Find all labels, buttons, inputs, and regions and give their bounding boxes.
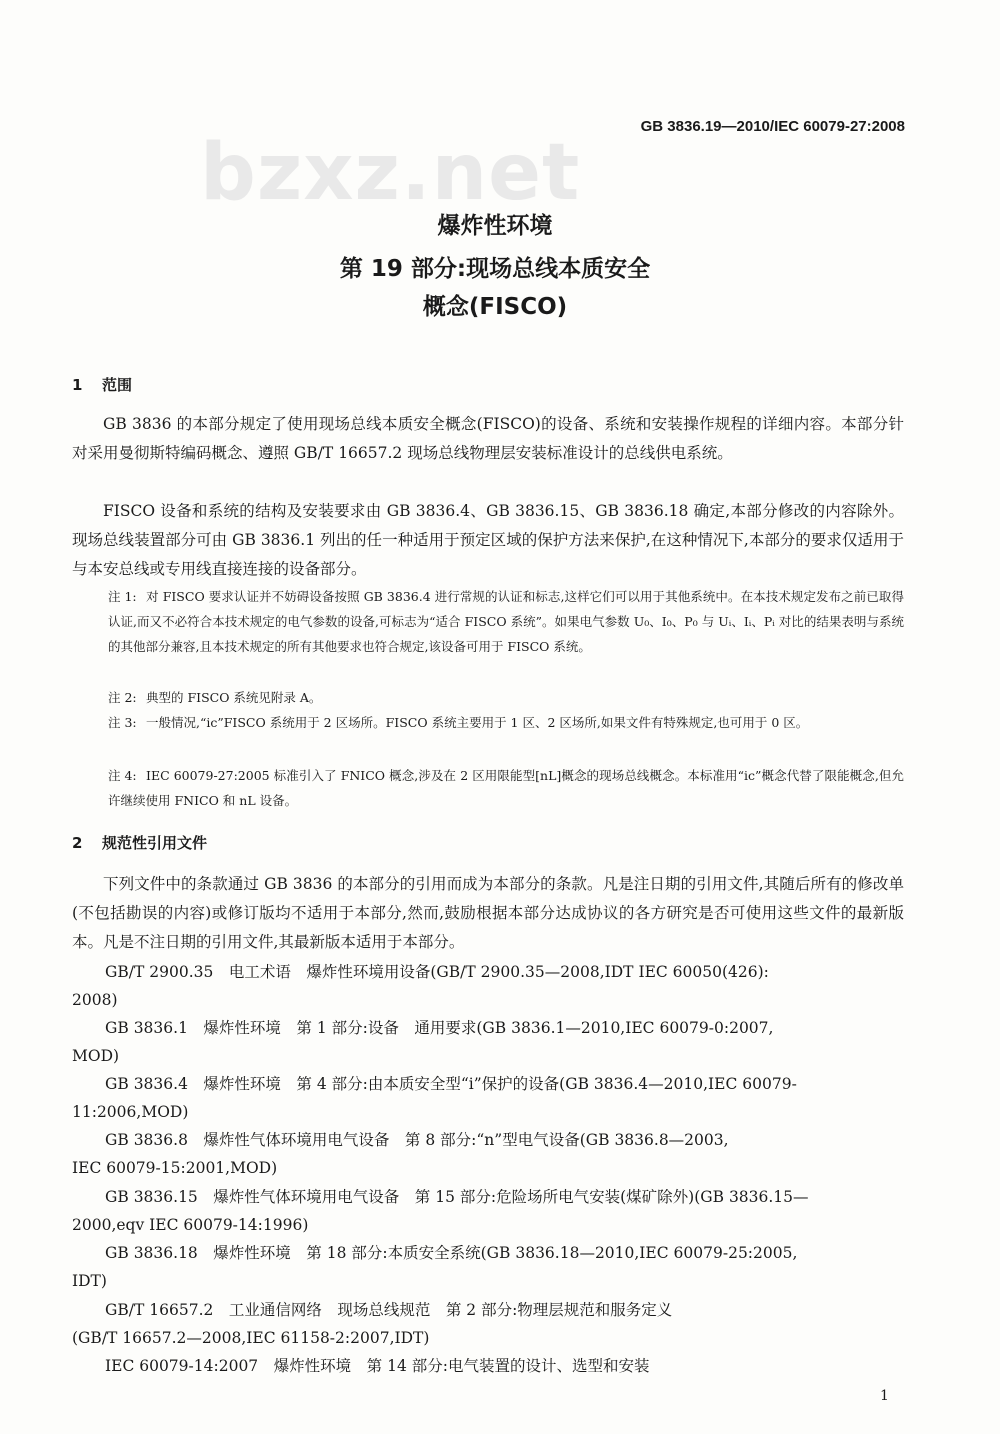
reference-line: GB/T 2900.35 电工术语 爆炸性环境用设备(GB/T 2900.35—2008,IDT IEC 60050(426): [105, 963, 769, 981]
section-title: 规范性引用文件 [102, 834, 208, 852]
document-title-line3: 概念(FISCO) [422, 294, 568, 320]
scope-paragraph-1: GB 3836 的本部分规定了使用现场总线本质安全概念(FISCO)的设备、系统和安装操作规程的详细内容。本部分针对采用曼彻斯特编码概念、遵照 GB/T 16657.2 现场总线物理层安装标准设计的总线供电系统。 [72, 415, 904, 462]
note-label: 注 3: [108, 715, 137, 730]
note-text: 一般情况,“ic”FISCO 系统用于 2 区场所。FISCO 系统主要用于 1 区、2 区场所,如果文件有特殊规定,也可用于 0 区。 [146, 715, 809, 730]
note-1 [108, 584, 904, 659]
reference-line: GB 3836.18 爆炸性环境 第 18 部分:本质安全系统(GB 3836.18—2010,IEC 60079-25:2005, [105, 1244, 798, 1262]
normative-intro: 下列文件中的条款通过 GB 3836 的本部分的引用而成为本部分的条款。凡是注日期的引用文件,其随后所有的修改单(不包括勘误的内容)或修订版均不适用于本部分,然而,鼓励根据本部分达成协议的各方研究是否可使用这些文件的最新版本。凡是不注日期的引用文件,其最新版本适用于本部分。 [72, 875, 904, 951]
note-text: 典型的 FISCO 系统见附录 A。 [146, 690, 322, 705]
section-number: 1 [72, 376, 83, 394]
watermark: bzxz.net [200, 128, 581, 218]
note-label: 注 1: [108, 589, 137, 604]
standard-code: GB 3836.19—2010/IEC 60079-27:2008 [640, 118, 905, 135]
reference-continuation: (GB/T 16657.2—2008,IEC 61158-2:2007,IDT) [72, 1329, 430, 1347]
document-title-line1: 爆炸性环境 [437, 213, 553, 239]
reference-item [72, 1014, 904, 1070]
section-number: 2 [72, 834, 83, 852]
reference-continuation: MOD) [72, 1047, 120, 1065]
note-text: 对 FISCO 要求认证并不妨碍设备按照 GB 3836.4 进行常规的认证和标志,这样它们可以用于其他系统中。在本技术规定发布之前已取得认证,而又不必符合本技术规定的电气参数的设备,可标志为“适合 FISCO 系统”。如果电气参数 U₀、I₀、P₀ 与 Uᵢ、Iᵢ、Pᵢ 对比的结果表明与系统的其他部分兼容,且本技术规定的所有其他要求也符合规定,该设备可用于 FISCO 系统。 [108, 589, 904, 654]
section-2-heading [72, 832, 207, 853]
reference-line: GB 3836.15 爆炸性气体环境用电气设备 第 15 部分:危险场所电气安装(煤矿除外)(GB 3836.15— [105, 1188, 809, 1206]
reference-item [72, 1126, 904, 1182]
note-4 [108, 763, 904, 813]
reference-continuation: 2008) [72, 991, 118, 1009]
reference-item [72, 1070, 904, 1126]
note-3 [108, 710, 904, 735]
reference-continuation: IDT) [72, 1272, 107, 1290]
note-2 [108, 685, 904, 710]
reference-line: GB/T 16657.2 工业通信网络 现场总线规范 第 2 部分:物理层规范和服务定义 [105, 1301, 673, 1319]
note-label: 注 2: [108, 690, 137, 705]
reference-line: GB 3836.4 爆炸性环境 第 4 部分:由本质安全型“i”保护的设备(GB 3836.4—2010,IEC 60079- [105, 1075, 797, 1093]
reference-item [72, 1296, 904, 1352]
reference-item [72, 1352, 904, 1380]
section-1-heading [72, 374, 132, 395]
reference-continuation: 11:2006,MOD) [72, 1103, 189, 1121]
scope-paragraph-2: FISCO 设备和系统的结构及安装要求由 GB 3836.4、GB 3836.15、GB 3836.18 确定,本部分修改的内容除外。现场总线装置部分可由 GB 3836.1 列出的任一种适用于预定区域的保护方法来保护,在这种情况下,本部分的要求仅适用于与本安总线或专用线直接连接的设备部分。 [72, 502, 904, 578]
note-label: 注 4: [108, 768, 137, 783]
reference-continuation: 2000,eqv IEC 60079-14:1996) [72, 1216, 309, 1234]
reference-item [72, 1239, 904, 1295]
reference-line: GB 3836.8 爆炸性气体环境用电气设备 第 8 部分:“n”型电气设备(GB 3836.8—2003, [105, 1131, 729, 1149]
page-number: 1 [880, 1388, 889, 1404]
document-title-line2: 第 19 部分:现场总线本质安全 [339, 256, 651, 282]
section-title: 范围 [102, 376, 133, 394]
reference-line: IEC 60079-14:2007 爆炸性环境 第 14 部分:电气装置的设计、选型和安装 [105, 1357, 650, 1375]
note-text: IEC 60079-27:2005 标准引入了 FNICO 概念,涉及在 2 区用限能型[nL]概念的现场总线概念。本标准用“ic”概念代替了限能概念,但允许继续使用 FNICO 和 nL 设备。 [108, 768, 904, 808]
reference-item [72, 1183, 904, 1239]
reference-continuation: IEC 60079-15:2001,MOD) [72, 1159, 278, 1177]
reference-item [72, 958, 904, 1014]
reference-line: GB 3836.1 爆炸性环境 第 1 部分:设备 通用要求(GB 3836.1—2010,IEC 60079-0:2007, [105, 1019, 774, 1037]
